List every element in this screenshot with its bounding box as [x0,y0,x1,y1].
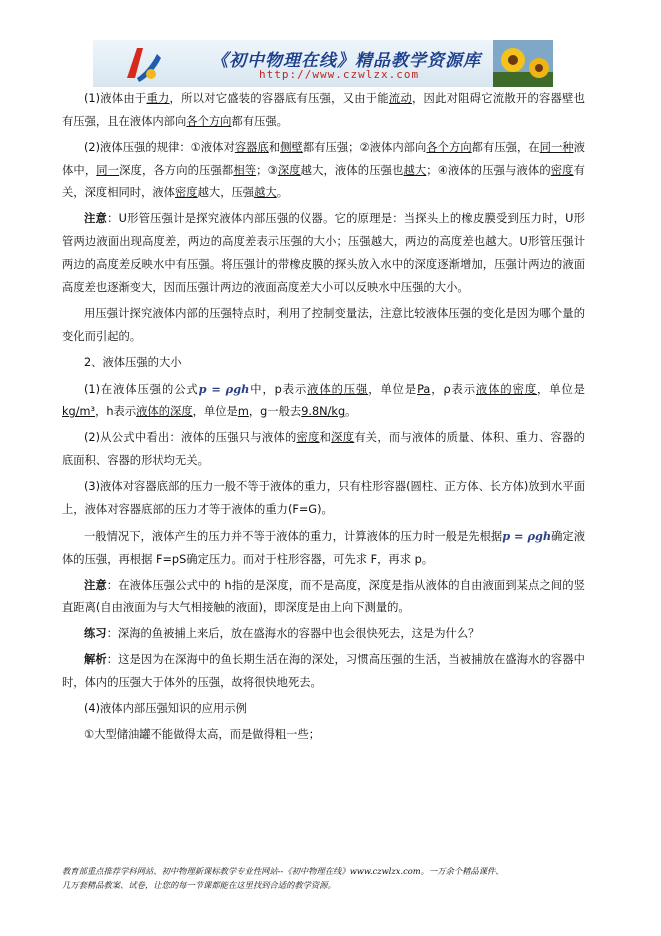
underlined-term: Pa [417,382,431,396]
banner-title: 《初中物理在线》精品教学资源库 [211,51,481,71]
text: 确定液体的压强，再根据 F=pS确定压力。而对于柱形容器，可先求 F，再求 p。 [62,529,585,566]
text: ：深海的鱼被捕上来后，放在盛海水的容器中也会很快死去，这是为什么？ [106,627,480,641]
text: ①大型储油罐不能做得太高，而是做得粗一些； [84,728,321,742]
footer-line-2: 几万套精品教案、试卷，让您的每一节课都能在这里找到合适的教学资源。 [62,880,336,890]
paragraph-4 [62,303,585,349]
underlined-term: 液体的密度 [475,382,538,396]
text: 和 [319,431,332,445]
text: ：在液体压强公式中的 h指的是深度，而不是高度，深度是指从液体的自由液面到某点之间的竖直距离(自由液面为与大气相接触的液面)，即深度是由上向下测量的。 [62,578,585,615]
underlined-term: 流动 [388,92,412,105]
underlined-term: kg/m³ [62,405,96,419]
text: 。 [345,405,357,419]
underlined-term: 容器底 [234,140,269,154]
text: ；③ [256,163,278,177]
formula: p = ρgh [198,381,250,396]
underlined-term: 侧壁 [280,140,303,154]
text: (1)液体由于 [84,92,147,105]
page-footer [62,864,622,892]
underlined-term: 相等 [233,163,257,177]
text: 有关，深度相同时，液体 [62,163,585,200]
text: (1)在液体压强的公式 [84,382,199,396]
text: ：这是因为在深海中的鱼长期生活在海的深处，习惯高压强的生活，当被捕放在盛海水的容器中时，体内的压强大于体外的压强，故将很快地死去。 [62,653,585,690]
header-banner [93,40,553,87]
underlined-term: 液体的深度 [136,405,193,419]
text: 液体中， [62,140,585,177]
note-label: 注意 [84,212,108,226]
underlined-term: 越大 [403,163,427,177]
analysis-label: 解析 [84,653,107,667]
text: ，所以对它盛装的容器底有压强，又由于能 [169,92,389,105]
paragraph-2 [62,137,585,205]
text: ，ρ表示 [430,382,476,396]
text: ，单位是 [368,382,418,396]
text: 越大，压强 [197,186,255,200]
underlined-term: 密度 [296,431,320,445]
text: 用压强计探究液体内部的压强特点时，利用了控制变量法，注意比较液体压强的变化是因为哪个量的变化而引起的。 [62,306,585,343]
text: 一般情况下，液体产生的压力并不等于液体的重力，计算液体的压力时一般是先根据 [84,529,503,543]
underlined-term: 重力 [146,92,170,105]
paragraph-14 [62,724,585,747]
paragraph-9 [62,525,585,572]
text: (2)液体压强的规律：①液体对 [84,140,235,154]
underlined-term: 同一种 [539,140,574,154]
footer-line-1: 教育部重点推荐学科网站、初中物理新课标教学专业性网站--《初中物理在线》www.czwlzx.com。一万余个精品课件、 [62,866,504,876]
site-logo-icon [121,44,163,84]
text: ，单位是 [537,382,585,396]
text: (2)从公式中看出：液体的压强只与液体的 [84,431,297,445]
paragraph-13 [62,698,585,721]
document-body [62,88,585,750]
underlined-term: 密度 [550,163,574,177]
paragraph-10 [62,575,585,621]
paragraph-7 [62,427,585,473]
sunflower-icon [493,40,553,87]
text: 和 [268,140,281,154]
underlined-term: 9.8N/kg [301,405,346,419]
text: ，单位是 [192,405,238,419]
underlined-term: 越大 [254,186,277,200]
underlined-term: 同一 [96,163,120,177]
underlined-term: 液体的压强 [307,382,369,396]
text: 深度，各方向的压强都 [119,163,234,177]
paragraph-3 [62,208,585,299]
text: 中，p表示 [249,382,308,396]
paragraph-6 [62,378,585,425]
text: ；④液体的压强与液体的 [426,163,551,177]
text: 有关，而与液体的质量、体积、重力、容器的底面积、容器的形状均无关。 [62,431,585,468]
text: 越大，液体的压强也 [300,163,404,177]
text: 都有压强；②液体内部向 [302,140,427,154]
text: 都有压强。 [231,114,288,128]
underlined-term: 各个方向 [426,140,472,154]
section-heading [62,352,585,375]
paragraph-1 [62,88,585,134]
banner-url: http://www.czwlzx.com [259,68,420,81]
text: ，因此对阻碍它流散开的容器壁也有压强，且在液体内部向 [62,92,585,128]
underlined-term: m [237,405,249,419]
underlined-term: 各个方向 [186,114,232,128]
text: 。 [276,186,289,200]
underlined-term: 密度 [174,186,198,200]
text: ，g一般去 [248,405,302,419]
underlined-term: 深度 [331,431,355,445]
text: (3)液体对容器底部的压力一般不等于液体的重力，只有柱形容器(圆柱、正方体、长方体)放到水平面上，液体对容器底部的压力才等于液体的重力(F=G)。 [62,480,585,516]
text: 都有压强，在 [471,140,540,154]
paragraph-11 [62,623,585,646]
text: ：U形管压强计是探究液体内部压强的仪器。它的原理是：当探头上的橡皮膜受到压力时，U形管两边液面出现高度差，两边的高度差表示压强的大小；压强越大，两边的高度差也越大。U形管压强计两边的高度差反映水中有压强。将压强计的带橡皮膜的探头放入水中的深度逐渐增加，压强计两边的液面高度差也逐渐变大，因而压强计两边的液面高度差大小可以反映水中压强的大小。 [62,212,585,294]
underlined-term: 深度 [277,163,301,177]
text: (4)液体内部压强知识的应用示例 [84,702,247,716]
paragraph-8 [62,476,585,522]
paragraph-12 [62,649,585,695]
note-label: 注意 [84,578,107,592]
text: 2、液体压强的大小 [84,355,182,369]
text: ，h表示 [95,405,137,419]
formula: p = ρgh [502,528,552,543]
exercise-label: 练习 [84,627,107,641]
